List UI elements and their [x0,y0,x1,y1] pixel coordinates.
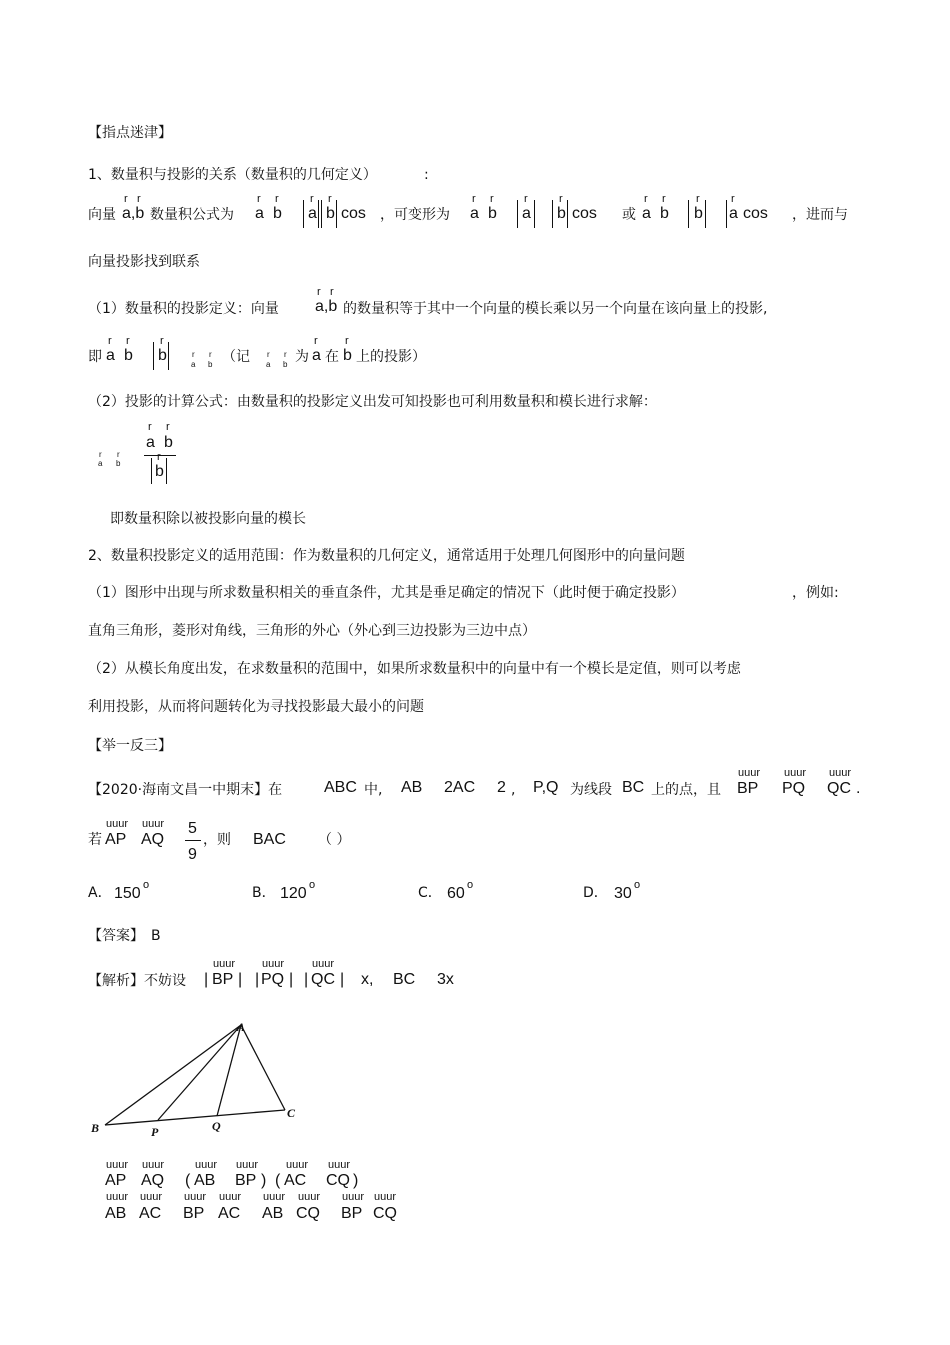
math-a: a [106,347,115,364]
hint-heading: 【指点迷津】 [88,125,172,141]
math-CQ: CQ [296,1205,320,1222]
hint-p1-title: 1、数量积与投影的关系（数量积的几何定义） [88,167,377,183]
math-AC: AC [139,1205,162,1222]
math-ab: a,b [122,205,145,222]
math-BP: BP [235,1172,257,1189]
text-zai: 在 [325,349,339,365]
arrow-mark: uuur [236,1159,259,1171]
arrow-mark: r [166,421,170,433]
math-b: b [124,347,133,364]
abs-bar [318,200,319,228]
math-BAC: BAC [253,831,286,848]
math-AQ: AQ [141,831,165,848]
abs-bar [336,200,337,228]
math-a: a [642,205,651,222]
math-BP: BP [212,971,234,988]
math-2: 2 [497,779,506,796]
math-3x: 3x [437,971,454,988]
arrow-mark: uuur [142,1159,165,1171]
arrow-mark: r [160,335,164,347]
abs-bar [151,458,152,484]
text-then: ，则 [203,832,231,848]
text-ji: 即 [88,349,102,365]
math-a: a [255,205,264,222]
segment-AC [241,1025,285,1110]
math-PQ: PQ [261,971,285,988]
math-b: b [273,205,282,222]
math-period: . [856,780,861,797]
math-b: b [283,360,288,369]
abs-bar [517,200,518,228]
math-AC: AC [284,1172,307,1189]
paren: ( [185,1172,191,1189]
arrow-mark: r [124,193,128,205]
practice-heading: 【举一反三】 [88,738,172,754]
arrow-mark: uuur [262,958,285,970]
arrow-mark: uuur [298,1191,321,1203]
arrow-mark: uuur [142,818,165,830]
math-b: b [155,463,164,480]
arrow-mark: uuur [312,958,335,970]
arrow-mark: uuur [286,1159,309,1171]
option-c-letter: C． [418,885,442,901]
math-BP: BP [737,780,759,797]
arrow-mark: r [148,421,152,433]
arrow-mark: r [209,350,212,359]
math-a: a [470,205,479,222]
abs-bar [166,458,167,484]
math-b: b [694,205,703,222]
arrow-mark: r [330,286,334,298]
math-ab: a,b [315,298,338,315]
option-b-value: 120 [280,885,307,902]
math-ABC: ABC [324,779,357,796]
math-b: b [488,205,497,222]
option-a-letter: A． [88,885,112,901]
arrow-mark: uuur [784,767,807,779]
math-b: b [116,459,121,468]
math-AP: AP [105,1172,127,1189]
math-AB: AB [401,779,423,796]
arrow-mark: r [99,450,102,459]
arrow-mark: uuur [213,958,236,970]
abs-bar [303,200,304,228]
option-d-letter: D． [583,885,608,901]
option-a-value: 150 [114,885,141,902]
label-C: C [287,1106,296,1120]
hint-s1: （1）数量积的投影定义：向量 [88,301,279,317]
abs-bar [321,200,322,228]
math-a: a [312,347,321,364]
question-source: 【2020·海南文昌一中期末】在 [88,782,283,798]
option-d-value: 30 [614,885,632,902]
math-b: b [208,360,213,369]
arrow-mark: uuur [342,1191,365,1203]
degree-mark: o [467,879,474,891]
text-vector: 向量 [88,207,116,223]
label-B: B [91,1121,100,1135]
segment-BC [105,1110,285,1125]
hint-s2-note: 即数量积除以被投影向量的模长 [110,511,306,527]
math-b: b [164,434,173,451]
math-x: x, [361,971,374,988]
arrow-mark: r [314,335,318,347]
text-formula: 数量积公式为 [150,207,234,223]
math-AB: AB [262,1205,284,1222]
arrow-mark: r [117,450,120,459]
math-BC: BC [622,779,645,796]
arrow-mark: r [137,193,141,205]
text-proj: 上的投影） [356,349,426,365]
arrow-mark: r [310,193,314,205]
abs-close: | [289,971,294,988]
hint-p2-2a: （2）从模长角度出发，在求数量积的范围中，如果所求数量积中的向量中有一个模长是定值，则可以考虑 [88,661,741,677]
arrow-mark: r [126,335,130,347]
arrow-mark: r [524,193,528,205]
hint-p2-2b: 利用投影，从而将问题转化为寻找投影最大最小的问题 [88,699,424,715]
hint-p2-title: 2、数量积投影定义的适用范围：作为数量积的几何定义，通常适用于处理几何图形中的向量问题 [88,548,685,564]
text-if: 若 [88,832,102,848]
arrow-mark: r [662,193,666,205]
arrow-mark: r [157,451,161,463]
arrow-mark: r [108,335,112,347]
arrow-mark: r [696,193,700,205]
text-link: 向量投影找到联系 [88,254,200,270]
text-wei: 为 [295,349,309,365]
math-CQ: CQ [326,1172,350,1189]
text-in: 中, [364,782,383,798]
arrow-mark: r [644,193,648,205]
math-a: a [266,360,271,369]
abs-bar [705,200,706,228]
arrow-mark: r [345,335,349,347]
math-a: a [98,459,103,468]
math-9: 9 [188,846,197,863]
paren: ) [353,1172,359,1189]
hint-s2: （2）投影的计算公式：由数量积的投影定义出发可知投影也可利用数量积和模长进行求解： [88,394,657,410]
arrow-mark: uuur [219,1191,242,1203]
degree-mark: o [143,879,150,891]
answer-paren: （ ） [318,832,351,848]
abs-bar [688,200,689,228]
analysis-text: 不妨设 [144,973,186,989]
arrow-mark: r [275,193,279,205]
arrow-mark: r [257,193,261,205]
math-AB: AB [194,1172,216,1189]
hint-p1-colon: : [424,167,429,183]
math-a: a [146,434,155,451]
abs-bar [153,342,154,370]
abs-bar [567,200,568,228]
math-BP: BP [341,1205,363,1222]
segment-AB [105,1025,241,1125]
arrow-mark: uuur [829,767,852,779]
arrow-mark: uuur [374,1191,397,1203]
label-P: P [151,1125,159,1139]
arrow-mark: uuur [106,1191,129,1203]
abs-bar [552,200,553,228]
answer-value: B [151,928,161,944]
arrow-mark: r [317,286,321,298]
abs-open: | [255,971,260,988]
math-b: b [660,205,669,222]
abs-close: | [340,971,345,988]
math-CQ: CQ [373,1205,397,1222]
fraction-bar [185,840,201,841]
math-cos: cos [341,205,366,222]
math-BP: BP [183,1205,205,1222]
degree-mark: o [309,879,316,891]
math-QC: QC [311,971,335,988]
text-ji2: （记 [222,349,250,365]
option-c-value: 60 [447,885,465,902]
arrow-mark: r [559,193,563,205]
math-a: a [522,205,531,222]
hint-s1-b: 的数量积等于其中一个向量的模长乘以另一个向量在该向量上的投影, [343,301,768,317]
math-QC: QC [827,780,851,797]
answer-label: 【答案】 [88,928,144,944]
arrow-mark: uuur [106,818,129,830]
arrow-mark: r [490,193,494,205]
abs-close: | [238,971,243,988]
degree-mark: o [634,879,641,891]
math-cos: cos [743,205,768,222]
abs-open: | [204,971,209,988]
math-a: a [729,205,738,222]
abs-bar [726,200,727,228]
math-5: 5 [188,820,197,837]
analysis-label: 【解析】 [88,973,144,989]
math-2AC: 2AC [444,779,476,796]
arrow-mark: uuur [328,1159,351,1171]
arrow-mark: r [328,193,332,205]
arrow-mark: uuur [263,1191,286,1203]
arrow-mark: uuur [195,1159,218,1171]
abs-open: | [304,971,309,988]
paren: ( [275,1172,281,1189]
hint-p2-1c: 直角三角形，菱形对角线，三角形的外心（外心到三边投影为三边中点） [88,623,536,639]
paren: ) [261,1172,267,1189]
math-b: b [158,347,167,364]
math-b: b [343,347,352,364]
label-A: A [237,1020,246,1034]
arrow-mark: uuur [140,1191,163,1203]
arrow-mark: r [731,193,735,205]
text-or: 或 [622,207,636,223]
arrow-mark: r [192,350,195,359]
triangle-figure [80,1015,310,1145]
abs-bar [168,342,169,370]
text-segment: 为线段 [570,782,612,798]
arrow-mark: uuur [106,1159,129,1171]
math-b: b [326,205,335,222]
math-AQ: AQ [141,1172,165,1189]
math-b: b [557,205,566,222]
label-Q: Q [212,1119,221,1133]
math-AC: AC [218,1205,241,1222]
arrow-mark: r [267,350,270,359]
arrow-mark: uuur [738,767,761,779]
arrow-mark: r [284,350,287,359]
math-AP: AP [105,831,127,848]
text-comma: , [511,782,516,798]
math-AB: AB [105,1205,127,1222]
math-a: a [308,205,317,222]
arrow-mark: r [472,193,476,205]
math-cos: cos [572,205,597,222]
hint-p2-1b: ，例如: [792,585,839,601]
math-PQ: P,Q [533,779,559,796]
hint-p2-1a: （1）图形中出现与所求数量积相关的垂直条件，尤其是垂足确定的情况下（此时便于确定投影） [88,585,685,601]
arrow-mark: uuur [184,1191,207,1203]
text-then: ，进而与 [792,207,848,223]
text-on: 上的点，且 [651,782,721,798]
math-BC: BC [393,971,416,988]
math-a: a [191,360,196,369]
math-PQ: PQ [782,780,806,797]
abs-bar [534,200,535,228]
text-transform: ，可变形为 [380,207,450,223]
option-b-letter: B． [252,885,276,901]
